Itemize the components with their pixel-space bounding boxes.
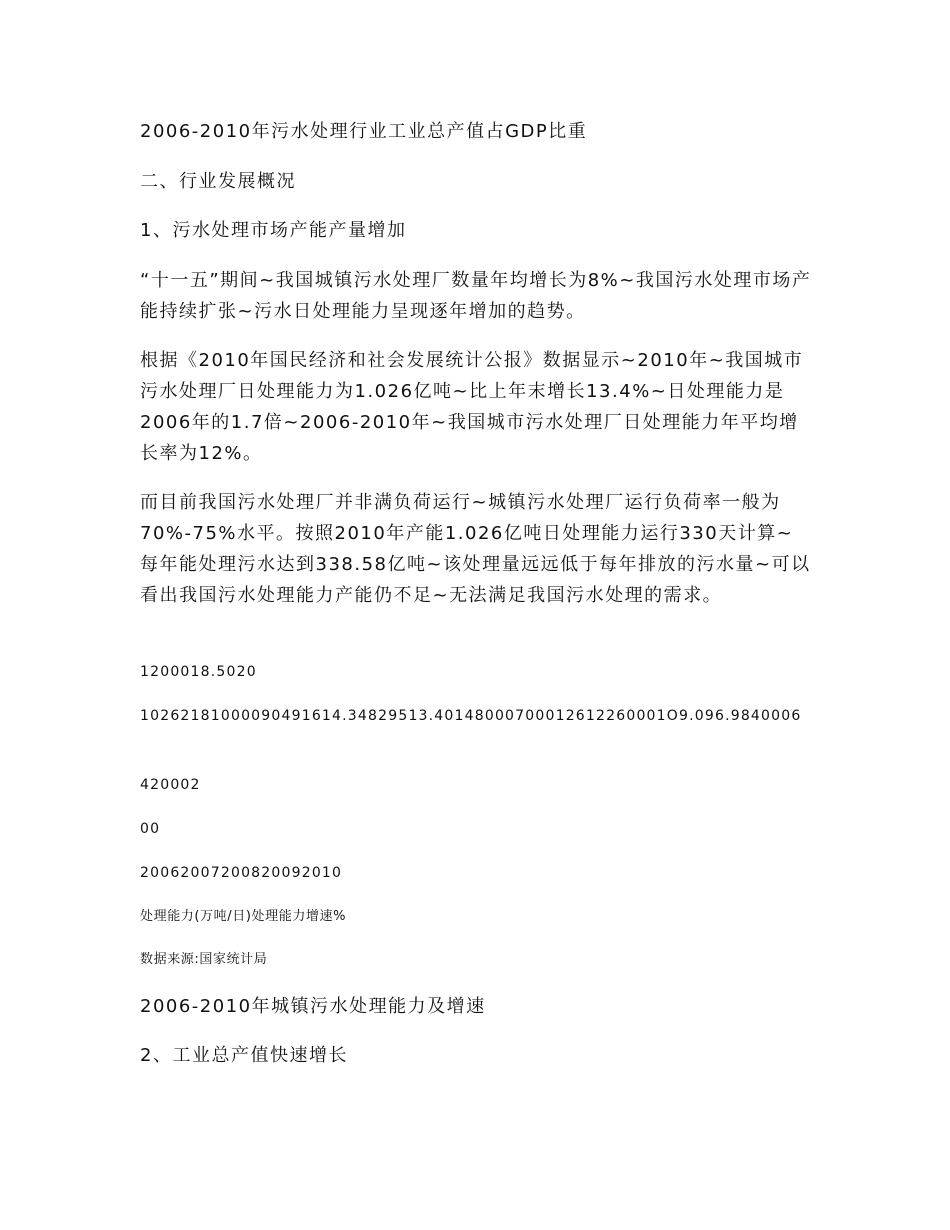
chart-residue-line-3: 420002 [140,777,201,793]
chart-residue-years: 20062007200820092010 [140,865,343,881]
paragraph-2: 根据《2010年国民经济和社会发展统计公报》数据显示~2010年~我国城市污水处理厂日处理能力为1.026亿吨~比上年末增长13.4%~日处理能力是2006年的1.7倍~2006-2010年~我国城市污水处理厂日处理能力年平均增长率为12%。 [140,350,804,464]
paragraph-3: 而目前我国污水处理厂并非满负荷运行~城镇污水处理厂运行负荷率一般为70%-75%水平。按照2010年产能1.026亿吨日处理能力运行330天计算~每年能处理污水达到338.58亿吨~该处理量远远低于每年排放的污水量~可以看出我国污水处理能力产能仍不足~无法满足我国污水处理的需求。 [140,492,811,606]
heading-gdp-ratio: 2006-2010年污水处理行业工业总产值占GDP比重 [140,121,588,142]
chart-residue-line-4: 00 [140,821,161,837]
subsection-two-title: 2、工业总产值快速增长 [140,1045,348,1066]
section-two-title: 二、行业发展概况 [140,171,296,192]
subsection-one-title: 1、污水处理市场产能产量增加 [140,220,407,241]
chart-residue-line-2: 10262181000090491614.34829513.40148000700012612260001O9.096.9840006 [140,708,802,724]
paragraph-1: “十一五”期间~我国城镇污水处理厂数量年均增长为8%~我国污水处理市场产能持续扩张~污水日处理能力呈现逐年增加的趋势。 [140,270,812,322]
chart-residue-line-1: 1200018.5020 [140,664,257,680]
chart-legend-text: 处理能力(万吨/日)处理能力增速% [140,909,347,924]
data-source-note: 数据来源:国家统计局 [140,952,268,967]
caption-capacity: 2006-2010年城镇污水处理能力及增速 [140,996,486,1017]
